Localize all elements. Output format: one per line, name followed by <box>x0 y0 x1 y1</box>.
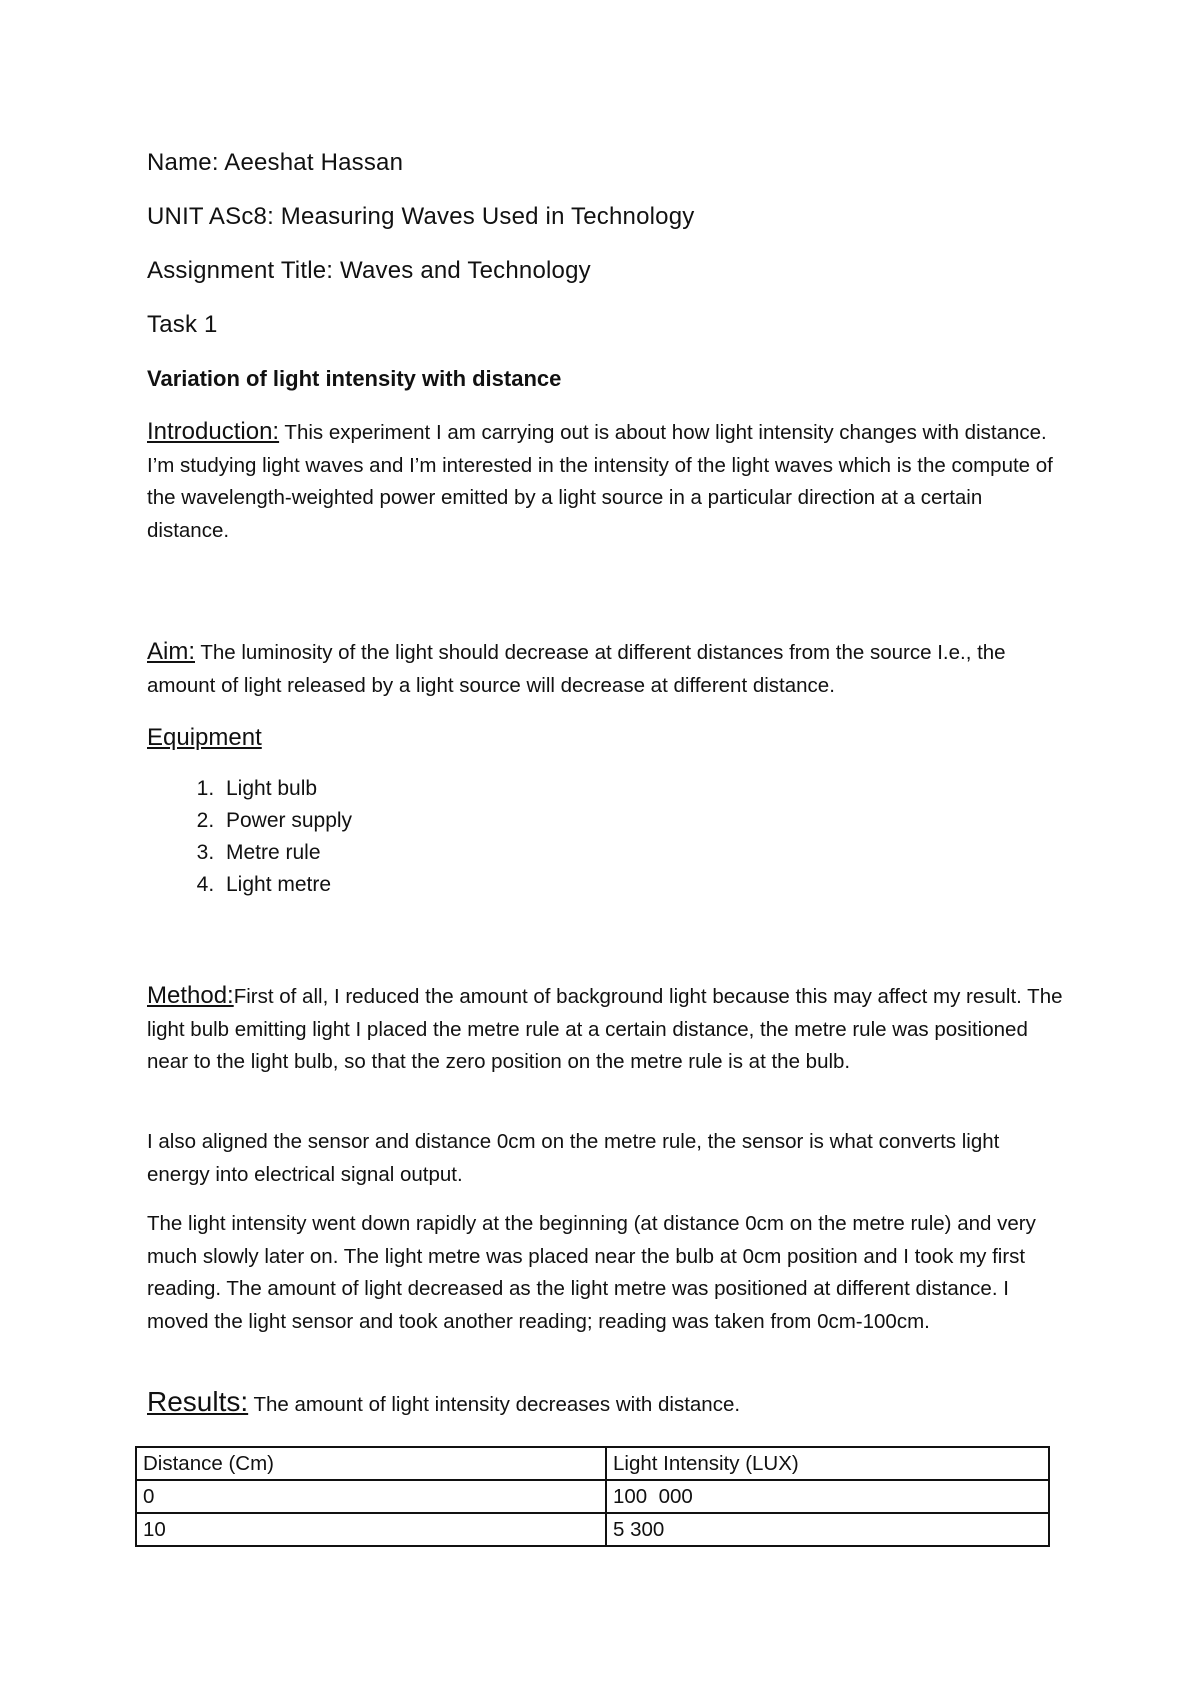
equipment-heading: Equipment <box>147 724 262 751</box>
list-item: 1. Light bulb <box>220 773 352 805</box>
table-header-distance: Distance (Cm) <box>136 1447 606 1480</box>
method-text-1: First of all, I reduced the amount of background light because this may affect my result. The light bulb emitting light I placed the metre rule at a certain distance, the metre rule was positioned near to the light bulb, so that the zero position on the metre rule is at the bulb. <box>147 985 1063 1073</box>
results-paragraph <box>147 1386 1067 1422</box>
method-paragraph-2: I also aligned the sensor and distance 0cm on the metre rule, the sensor is what converts light energy into electrical signal output. <box>147 1130 1000 1186</box>
table-cell-distance: 10 <box>136 1513 606 1546</box>
task-label: Task 1 <box>147 311 218 338</box>
table-cell-distance: 0 <box>136 1480 606 1513</box>
results-table <box>135 1446 1050 1547</box>
table-row <box>136 1480 1049 1513</box>
aim-text: The luminosity of the light should decrease at different distances from the source I.e., the amount of light released by a light source will decrease at different distance. <box>147 641 1006 697</box>
list-item: 3. Metre rule <box>220 837 352 869</box>
table-cell-intensity: 5 300 <box>606 1513 1049 1546</box>
method-label: Method: <box>147 982 234 1009</box>
aim-paragraph <box>147 636 1067 702</box>
student-name: Name: Aeeshat Hassan <box>147 149 404 176</box>
document-title: Variation of light intensity with distance <box>147 366 562 391</box>
assignment-title: Assignment Title: Waves and Technology <box>147 257 591 284</box>
results-text: The amount of light intensity decreases with distance. <box>248 1393 741 1416</box>
introduction-label: Introduction: <box>147 418 280 445</box>
aim-label: Aim: <box>147 638 195 665</box>
unit-title: UNIT ASc8: Measuring Waves Used in Technology <box>147 203 695 230</box>
method-paragraph-3: The light intensity went down rapidly at the beginning (at distance 0cm on the metre rule) and very much slowly later on. The light metre was placed near the bulb at 0cm position and I took my first reading. The amount of light decreased as the light metre was positioned at different distance. I moved the light sensor and took another reading; reading was taken from 0cm-100cm. <box>147 1212 1036 1333</box>
list-item: 2. Power supply <box>220 805 352 837</box>
method-paragraph-1 <box>147 980 1067 1079</box>
list-item: 4. Light metre <box>220 869 352 901</box>
table-row <box>136 1513 1049 1546</box>
introduction-paragraph <box>147 416 1067 547</box>
table-header-row <box>136 1447 1049 1480</box>
equipment-list <box>147 773 352 901</box>
introduction-text: This experiment I am carrying out is about how light intensity changes with distance. I’m studying light waves and I’m interested in the intensity of the light waves which is the compute of the wavelength-weighted power emitted by a light source in a particular direction at a certain distance. <box>147 421 1053 542</box>
table-header-intensity: Light Intensity (LUX) <box>606 1447 1049 1480</box>
results-label: Results: <box>147 1386 249 1417</box>
table-cell-intensity: 100 000 <box>606 1480 1049 1513</box>
